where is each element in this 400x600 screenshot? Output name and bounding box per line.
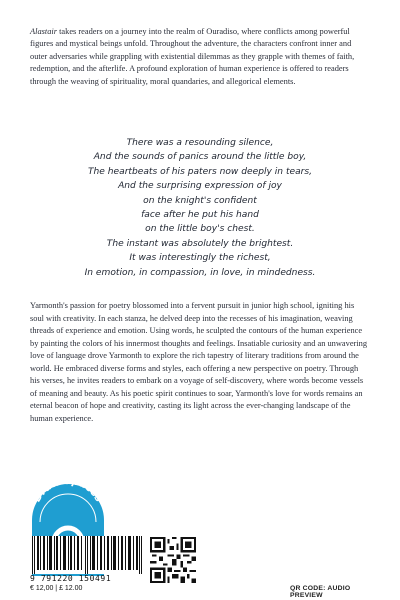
- poem-line: face after he put his hand: [141, 210, 259, 221]
- poem-line: And the surprising expression of joy: [118, 181, 282, 192]
- qr-code-label: QR CODE: AUDIO PREVIEW: [290, 585, 351, 599]
- author-bio-paragraph: Yarmonth's passion for poetry blossomed into a fervent pursuit in junior high school, igniting his soul with creativity. In each stanza, he delved deep into the recesses of his imagination, weaving threads of experience and emotion. Using words, he sculpted the contours of the human experience by painting the colors of his innermost thoughts and feelings. Insatiable curiosity and an unwavering love of language drove Yarmonth to explore the rich tapestry of literary traditions from around the world. He embraced diverse forms and styles, each offering a new perspective on poetry. Through his verses, he invites readers to embark on a voyage of self-discovery, where words become vessels of meaning and beauty. As his poetic spirit continues to soar, Yarmonth's love for words remains an eternal beacon of hope and creativity, casting its light across the ever-changing landscape of the human experience.: [30, 301, 368, 423]
- poem-line: In emotion, in compassion, in love, in mindedness.: [84, 267, 316, 278]
- poem-line: on the knight's confident: [143, 195, 257, 206]
- poem-line: The heartbeats of his paters now deeply in tears,: [87, 166, 313, 177]
- qr-code: [150, 537, 196, 583]
- isbn-barcode: [30, 536, 144, 588]
- intro-paragraph: [30, 26, 370, 88]
- poem-line: The instant was absolutely the brightest.: [106, 238, 294, 249]
- poem-line: And the sounds of panics around the little boy,: [93, 152, 307, 163]
- intro-text: takes readers on a journey into the realm of Ouradiso, where conflicts among powerful figures and mystical beings unfold. Throughout the adventure, the characters confront inner and outer adversaries while grappling with existential dilemmas as they grapple with themes of faith, redemption, and the afterlife. A profound exploration of human experience is offered to readers through the weaving of spirituality, moral quandaries, and allegorical elements.: [30, 27, 355, 86]
- poem-line: There was a resounding silence,: [126, 138, 274, 148]
- barcode-image: [30, 536, 144, 574]
- poem-excerpt: [30, 136, 370, 280]
- poem-line: on the little boy's chest.: [145, 224, 255, 235]
- publisher-logo-text: Draw Spaces: [31, 476, 105, 504]
- price-label: € 12,00 | £ 12.00: [30, 585, 83, 592]
- isbn-number: 9 791220 150491: [30, 574, 112, 583]
- intro-lead-title: Alastair: [30, 27, 57, 36]
- poem-line: It was interestingly the richest,: [129, 253, 271, 264]
